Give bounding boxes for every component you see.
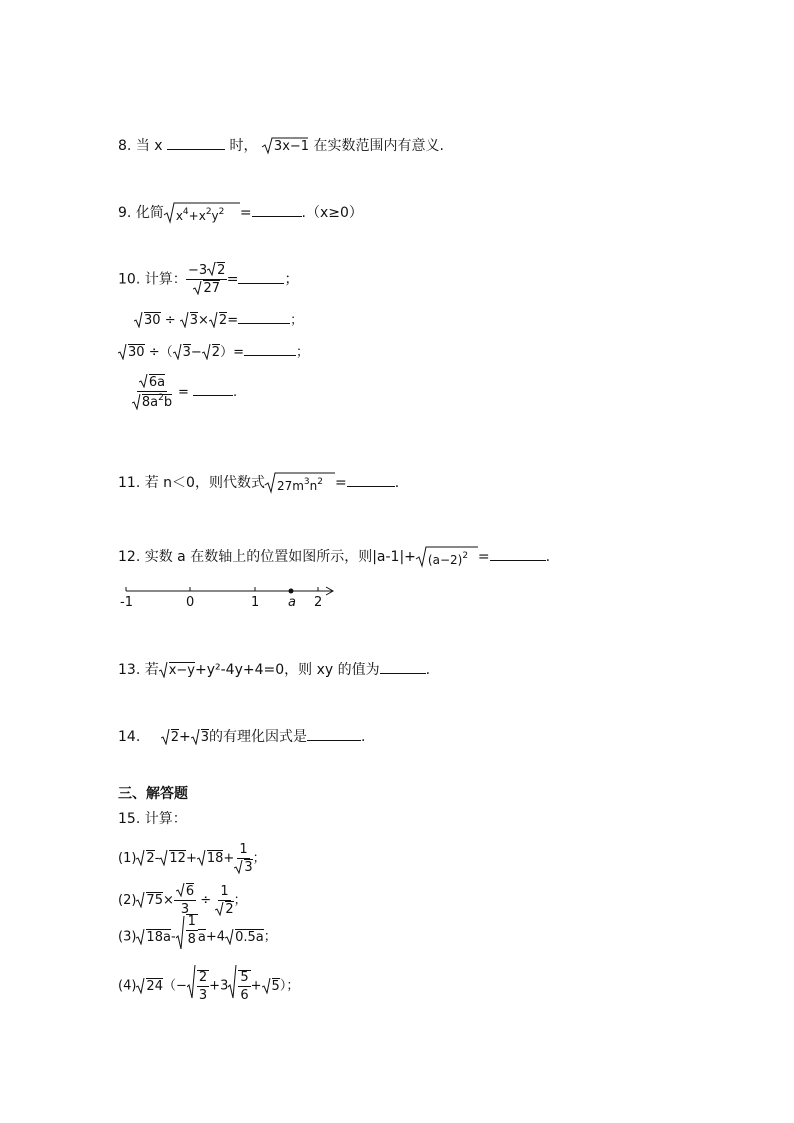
semicolon: ； — [284, 271, 299, 288]
radical — [180, 313, 198, 328]
question-number: 14. — [118, 729, 141, 745]
radicand: 2 — [146, 851, 155, 866]
fraction — [186, 914, 198, 946]
operator: − — [190, 345, 202, 360]
question-15-part-4 — [118, 970, 299, 1002]
question-text: 计算： — [144, 271, 187, 288]
numerator: 2 — [198, 970, 208, 985]
question-text: . — [361, 729, 366, 745]
answer-blank[interactable] — [167, 148, 225, 150]
radicand: $x^4+x^2y^2$ — [175, 207, 225, 223]
question-text: 化简 — [135, 205, 164, 221]
denominator: 6 — [240, 988, 249, 1003]
radical — [191, 730, 209, 745]
coefficient: −3 — [188, 263, 208, 278]
question-12 — [118, 546, 550, 568]
question-8 — [118, 137, 444, 155]
radical — [161, 730, 179, 745]
radicand: 3 — [244, 860, 253, 875]
tick-label: a — [288, 595, 296, 610]
radical — [136, 893, 163, 908]
fraction — [197, 970, 209, 1002]
denominator: 3 — [198, 988, 208, 1003]
question-text: 时， — [229, 138, 258, 154]
part-label: (2) — [118, 893, 137, 908]
question-9 — [118, 202, 363, 224]
part-label: (3) — [118, 929, 137, 945]
semicolon: ； — [252, 851, 266, 866]
operator: +4 — [205, 929, 226, 945]
semicolon: ； — [290, 313, 304, 328]
question-10-b — [134, 314, 303, 327]
radicand: 18a — [146, 929, 171, 945]
question-14 — [118, 730, 365, 744]
numerator — [137, 376, 167, 392]
operator: - — [154, 851, 160, 866]
radical — [118, 345, 145, 360]
answer-blank[interactable] — [238, 322, 290, 324]
radicand: 3 — [200, 730, 210, 745]
radicand: 2 — [170, 730, 179, 745]
radicand: 6a — [148, 375, 166, 390]
radical — [228, 970, 250, 1003]
question-number: 11. — [118, 475, 141, 491]
question-text: 实数 a 在数轴上的位置如图所示，则|a-1|+ — [144, 549, 416, 565]
question-text: 在实数范围内有意义. — [313, 138, 444, 154]
radicand: 18 — [206, 851, 224, 866]
fraction — [215, 885, 233, 916]
equals: = — [233, 345, 244, 360]
answer-blank[interactable] — [380, 672, 426, 674]
radical — [209, 313, 227, 328]
denominator — [234, 859, 252, 874]
question-15 — [118, 812, 187, 826]
equals: = — [227, 313, 239, 328]
operator: ） — [220, 345, 234, 360]
numerator: 1 — [220, 884, 229, 899]
denominator — [132, 392, 172, 409]
radicand: x−y — [168, 663, 195, 678]
question-number: 12. — [118, 549, 141, 565]
question-text: . — [394, 475, 400, 491]
semicolon: ； — [286, 978, 300, 994]
variable: a — [197, 929, 206, 945]
radical — [136, 851, 154, 866]
question-10-c — [118, 346, 309, 359]
equals: = — [239, 205, 252, 221]
question-number: 9. — [118, 205, 132, 221]
radical — [187, 970, 209, 1003]
question-text: +y²-4y+4=0，则 xy 的值为 — [195, 662, 380, 678]
question-text: . — [425, 662, 431, 678]
radicand: 3x−1 — [273, 139, 310, 154]
operator: − — [175, 978, 187, 994]
question-13 — [118, 663, 430, 677]
number-line-axis — [118, 578, 343, 598]
radicand: 3 — [182, 345, 191, 360]
radicand: 0.5a — [235, 929, 264, 945]
question-text: 若 n＜0，则代数式 — [144, 475, 265, 491]
fraction — [238, 970, 250, 1002]
equals: = — [178, 385, 189, 400]
question-15-part-1 — [118, 843, 266, 874]
answer-blank[interactable] — [490, 559, 546, 561]
radical — [176, 884, 194, 899]
operator: + — [185, 851, 197, 866]
question-text: . — [545, 549, 551, 565]
radicand: 2 — [217, 263, 226, 278]
answer-blank[interactable] — [307, 739, 361, 741]
tick-label: 1 — [251, 595, 260, 610]
period: . — [233, 385, 238, 400]
radicand: 12 — [169, 851, 186, 866]
operator: × — [162, 893, 174, 908]
radicand: 2 — [211, 345, 221, 360]
denominator: 3 — [180, 902, 190, 917]
question-15-part-2 — [118, 885, 247, 916]
numerator — [174, 885, 196, 901]
radicand: 5 — [271, 978, 280, 994]
operator: × — [198, 313, 209, 328]
radicand: 30 — [128, 345, 145, 360]
radicand: b — [163, 395, 173, 410]
fraction — [234, 843, 252, 874]
radical — [159, 851, 186, 866]
radicand: 24 — [146, 978, 163, 994]
radical — [193, 281, 220, 296]
radical — [134, 313, 161, 328]
fraction — [174, 885, 196, 916]
radicand: $27m^3n^2$ — [276, 477, 323, 493]
question-text: 当 x — [135, 138, 163, 154]
question-number: 13. — [118, 662, 141, 678]
tick-label: 2 — [314, 595, 323, 610]
numerator: 5 — [240, 970, 249, 985]
operator: - — [170, 929, 176, 945]
operator: +3 — [209, 978, 229, 994]
radical — [173, 345, 191, 360]
equals: = — [226, 271, 239, 288]
radical — [207, 263, 225, 278]
radical — [136, 979, 163, 994]
operator: + — [179, 729, 191, 745]
answer-blank[interactable] — [347, 485, 395, 487]
radicand: 30 — [144, 313, 161, 328]
semicolon: ； — [263, 929, 277, 945]
fraction — [187, 264, 227, 295]
paren: ） — [279, 978, 287, 994]
equals: = — [334, 475, 347, 491]
part-label: (1) — [118, 851, 137, 866]
numerator: 1 — [187, 914, 196, 929]
operator: ÷ — [200, 893, 212, 908]
answer-blank[interactable] — [193, 394, 233, 396]
radicand: 8a — [141, 395, 159, 410]
denominator: 8 — [187, 932, 196, 947]
radical — [234, 860, 252, 875]
question-number: 8. — [118, 138, 132, 154]
operator: + — [223, 851, 235, 866]
radical — [164, 202, 240, 224]
radical — [416, 546, 478, 568]
question-text: 的有理化因式是 — [209, 729, 308, 745]
radicand: 2 — [218, 313, 228, 328]
question-10 — [118, 264, 298, 295]
question-10-d — [126, 376, 237, 409]
radicand: 27 — [203, 281, 220, 296]
radical — [265, 472, 335, 494]
answer-blank[interactable] — [252, 215, 302, 217]
semicolon: ； — [233, 893, 247, 908]
operator: ÷ — [164, 313, 176, 328]
denominator — [193, 280, 220, 295]
radical — [225, 930, 264, 945]
semicolon: ； — [295, 345, 309, 360]
radical — [262, 979, 280, 994]
part-label: (4) — [118, 978, 137, 994]
operator: ÷（ — [148, 345, 173, 360]
tick-label: -1 — [120, 595, 133, 610]
equals: = — [477, 549, 490, 565]
question-number: 15. — [118, 811, 141, 827]
radicand: $(a-2)^2$ — [427, 551, 469, 567]
question-text: 若 — [144, 662, 159, 678]
radical: $8a^2b$ — [132, 395, 172, 410]
radical — [139, 375, 165, 390]
operator: + — [250, 978, 262, 994]
paren: （ — [162, 978, 176, 994]
numerator — [186, 264, 227, 280]
radicand: 2 — [225, 902, 234, 917]
denominator — [215, 901, 233, 916]
radical — [176, 914, 206, 947]
radicand: 3 — [189, 313, 199, 328]
radical — [197, 851, 224, 866]
section-title: 三、解答题 — [118, 786, 188, 802]
answer-blank[interactable] — [238, 282, 284, 284]
question-text: 计算： — [144, 811, 187, 827]
question-number: 10. — [118, 271, 141, 288]
radical — [136, 930, 171, 945]
radicand: 75 — [146, 893, 163, 908]
radical — [159, 663, 195, 678]
number-line — [118, 578, 343, 612]
radicand: 6 — [185, 884, 195, 899]
tick-label: 0 — [186, 595, 195, 610]
question-text: .（x≥0） — [301, 205, 363, 221]
radical — [202, 345, 220, 360]
fraction — [126, 376, 178, 409]
answer-blank[interactable] — [244, 354, 296, 356]
numerator: 1 — [239, 842, 248, 857]
radical — [215, 902, 233, 917]
question-15-part-3 — [118, 914, 277, 947]
point-a — [289, 589, 294, 594]
question-11 — [118, 472, 399, 494]
